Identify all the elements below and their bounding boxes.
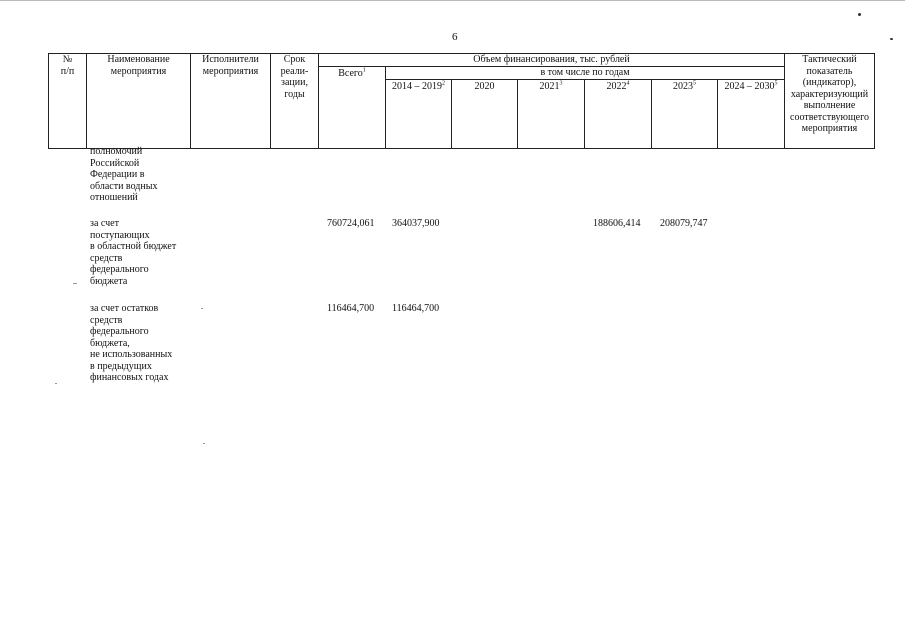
scan-mark (201, 308, 203, 309)
header-year: 2024 – 2030$^5$ (718, 79, 785, 148)
funding-table-header (48, 53, 875, 149)
header-year: 2022$^4$ (585, 79, 652, 148)
scan-mark (55, 383, 57, 384)
row-2022: 188606,414 (593, 218, 641, 229)
row-name-line: Российской (90, 157, 140, 169)
header-executors: Исполнители мероприятия (191, 54, 271, 149)
row-name-line: средств (90, 314, 123, 326)
row-name-line: бюджета (90, 275, 128, 287)
scan-speck (890, 38, 893, 40)
header-year: 2023$^5$ (652, 79, 718, 148)
row-name-line: не использованных (90, 349, 173, 360)
header-total: Всего$^1$ (319, 67, 386, 149)
row-name (90, 146, 190, 204)
row-total: 760724,061 (327, 218, 375, 229)
header-num: № п/п (49, 54, 87, 149)
header-including-by-years: в том числе по годам (386, 67, 785, 80)
row-2014-2019: 116464,700 (392, 303, 440, 314)
scan-mark (203, 443, 205, 444)
row-name-line: в предыдущих (90, 360, 152, 372)
row-name-line: бюджета, (90, 337, 130, 349)
header-year: 2021$^3$ (518, 79, 585, 148)
scan-mark (73, 283, 77, 284)
scan-speck (858, 13, 861, 16)
row-name-line: федерального (90, 326, 149, 337)
header-funding: Объем финансирования, тыс. рублей (319, 54, 785, 67)
header-indicator: Тактический показатель (индикатор), характеризующий выполнение соответствующего мероприятия (785, 54, 875, 149)
row-name-line: в областной бюджет (90, 241, 177, 252)
row-name (90, 303, 190, 384)
page-number: 6 (452, 31, 458, 43)
scan-top-edge (0, 0, 905, 1)
row-name-line: средств (90, 252, 123, 264)
row-2023: 208079,747 (660, 218, 708, 229)
row-name-line: федерального (90, 264, 149, 275)
row-name-line: Федерации в (90, 169, 145, 180)
header-term: Срок реали-зации, годы (271, 54, 319, 149)
header-year: 2014 – 2019$^2$ (386, 79, 452, 148)
row-2014-2019: 364037,900 (392, 218, 440, 229)
header-year: 2020 (452, 79, 518, 148)
row-name-line: за счет остатков (90, 303, 159, 314)
row-name-line: отношений (90, 192, 138, 203)
header-name: Наименование мероприятия (87, 54, 191, 149)
row-name (90, 218, 190, 287)
row-name-line: области водных (90, 180, 158, 192)
row-total: 116464,700 (327, 303, 375, 314)
row-name-line: полномочий (90, 146, 143, 157)
row-name-line: за счет (90, 218, 119, 229)
row-name-line: финансовых годах (90, 372, 169, 383)
row-name-line: поступающих (90, 229, 150, 241)
